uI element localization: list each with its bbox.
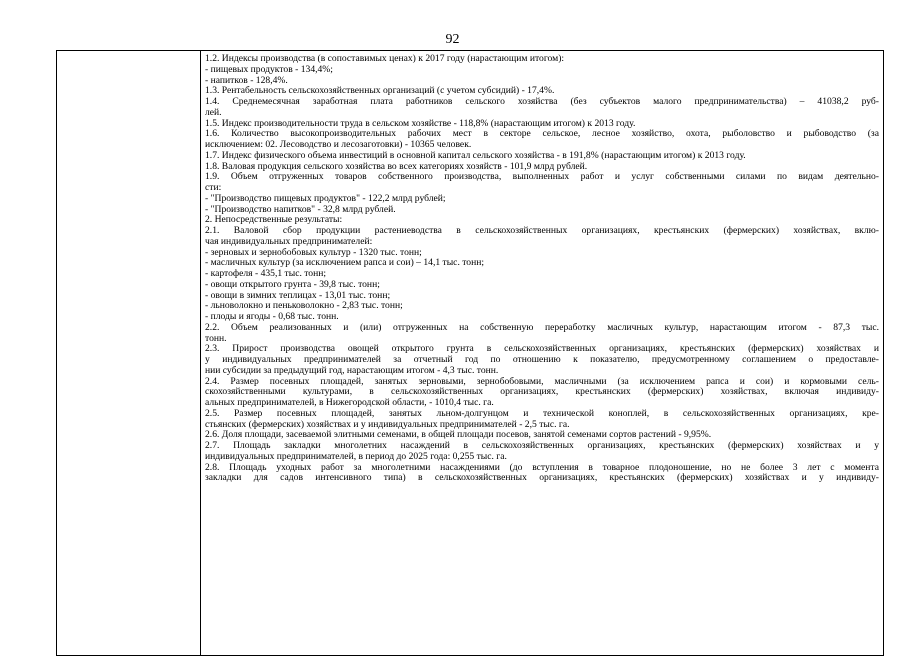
page-number: 92 — [445, 32, 460, 47]
text-line: 2.2. Объем реализованных и (или) отгруженных на собственную переработку масличных культур, нарастающим итогом - 87,3 тыс. — [205, 322, 879, 333]
text-line: 1.9. Объем отгруженных товаров собственного производства, выполненных работ и услуг собственными силами по видам деятельно- — [205, 172, 879, 183]
text-line: 2.6. Доля площади, засеваемой элитными семенами, в общей площади посевов, занятой семенами сортов растений - 9,95%. — [205, 430, 712, 441]
text-line: индивидуальных предпринимателей, в период до 2025 года: 0,255 тыс. га. — [205, 451, 507, 462]
text-line: 1.6. Количество высокопроизводительных рабочих мест в секторе сельское, лесное хозяйство, охота, рыболовство и рыбоводство (за — [205, 129, 879, 140]
text-line: 1.7. Индекс физического объема инвестиций в основной капитал сельского хозяйства - в 191,8% (нарастающим итогом) к 2013 году. — [205, 150, 746, 161]
text-line: 1.5. Индекс производительности труда в сельском хозяйстве - 118,8% (нарастающим итогом) к 2013 году. — [205, 118, 636, 129]
text-line: - овощи открытого грунта - 39,8 тыс. тонн; — [205, 279, 380, 290]
text-line: 1.3. Рентабельность сельскохозяйственных организаций (с учетом субсидий) - 17,4%. — [205, 86, 555, 97]
text-line: чая индивидуальных предпринимателей: — [205, 236, 373, 247]
text-line: 1.8. Валовая продукция сельского хозяйства во всех категориях хозяйств - 101,9 млрд рублей. — [205, 161, 588, 172]
text-line: 2.8. Площадь уходных работ за многолетними насаждениями (до вступления в товарное плодоношение, но не более 3 лет с момента — [205, 462, 879, 473]
text-line: 1.2. Индексы производства (в сопоставимых ценах) к 2017 году (нарастающим итогом): — [205, 54, 565, 64]
text-line: тонн. — [205, 333, 227, 344]
text-line: - напитков - 128,4%. — [205, 75, 288, 86]
document-table — [56, 50, 884, 656]
content-cell — [201, 51, 884, 656]
text-line: 2.4. Размер посевных площадей, занятых зерновыми, зернобобовыми, масличными (за исключением рапса и сои) и кормовыми сель- — [205, 376, 879, 387]
text-line: - овощи в зимних теплицах - 13,01 тыс. тонн; — [205, 290, 391, 301]
text-line: - "Производство напитков" - 32,8 млрд рублей. — [205, 204, 396, 215]
text-line: 2.7. Площадь закладки многолетних насаждений в сельскохозяйственных организациях, крестьянских (фермерских) хозяйствах и у — [205, 441, 879, 451]
text-line: 1.4. Среднемесячная заработная плата работников сельского хозяйства (без субъектов малого предпринимательства) – 41038,2 руб- — [205, 97, 879, 107]
text-line: у индивидуальных предпринимателей за отчетный год по отношению к показателю, предусмотренному соглашением о предоставле- — [205, 355, 879, 365]
text-line: 2.1. Валовой сбор продукции растениеводства в сельскохозяйственных организациях, крестьянских (фермерских) хозяйствах, вклю- — [205, 226, 879, 236]
text-line: альных предпринимателей, в Нижегородской области, - 1010,4 тыс. га. — [205, 398, 494, 408]
text-line: - "Производство пищевых продуктов" - 122,2 млрд рублей; — [205, 193, 446, 204]
text-line: исключением: 02. Лесоводство и лесозаготовки) - 10365 человек. — [205, 140, 472, 150]
text-line: 2. Непосредственные результаты: — [205, 215, 343, 226]
text-line: - картофеля - 435,1 тыс. тонн; — [205, 269, 327, 279]
text-line: 2.3. Прирост производства овощей открытого грунта в сельскохозяйственных организациях, крестьянских (фермерских) хозяйствах и — [205, 344, 879, 355]
text-line: нии субсидии за предыдущий год, нарастающим итогом - 4,3 тыс. тонн. — [205, 365, 499, 376]
text-line: - пищевых продуктов - 134,4%; — [205, 64, 333, 75]
text-line: лей. — [205, 107, 222, 118]
text-line: 2.5. Размер посевных площадей, занятых льном-долгунцом и технической коноплей, в сельскохозяйственных организациях, кре- — [205, 408, 879, 419]
text-line: - льноволокно и пеньковолокно - 2,83 тыс. тонн; — [205, 301, 403, 312]
indicator-list — [205, 54, 879, 484]
text-line: - плоды и ягоды - 0,68 тыс. тонн. — [205, 312, 339, 322]
text-line: скохозяйственными культурами, в сельскохозяйственных организациях, крестьянских (фермерских) хозяйствах, включая индивиду- — [205, 387, 879, 398]
text-line: сти: — [205, 183, 222, 193]
text-line: - масличных культур (за исключением рапса и сои) – 14,1 тыс. тонн; — [205, 258, 485, 269]
table-row — [57, 51, 884, 656]
left-empty-cell — [57, 51, 201, 656]
text-line: - зерновых и зернобобовых культур - 1320 тыс. тонн; — [205, 247, 422, 258]
text-line: стьянских (фермерских) хозяйствах и у индивидуальных предпринимателей - 2,5 тыс. га. — [205, 419, 570, 430]
text-line: закладки для садов интенсивного типа) в сельскохозяйственных организациях, крестьянских (фермерских) хозяйствах и у индивиду- — [205, 473, 879, 484]
